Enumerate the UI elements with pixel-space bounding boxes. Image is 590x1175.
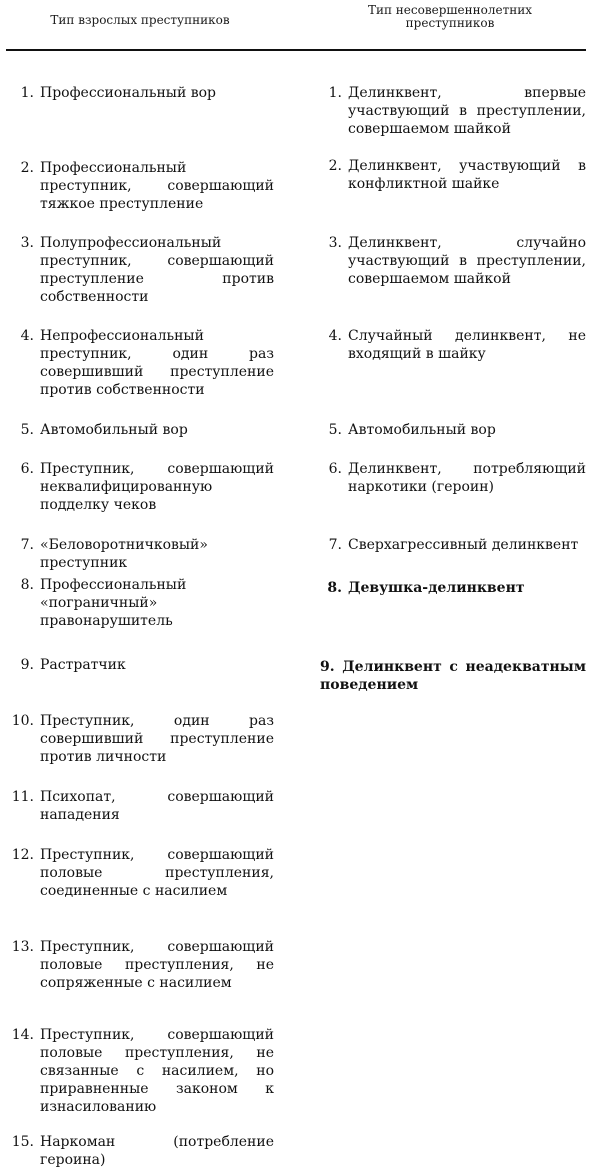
item-text: Преступник, совершающий половые преступления, не связанные с насилием, но приравненные законом к изнасилованию — [40, 1027, 274, 1115]
adult-item-13 — [6, 938, 274, 992]
juvenile-item-5 — [314, 421, 586, 439]
item-text: Преступник, совершающий неквалифицированную подделку чеков — [40, 461, 274, 513]
juvenile-item-1 — [314, 84, 586, 138]
header-divider — [6, 49, 586, 51]
item-text-wrap — [320, 658, 586, 694]
item-number: 1. — [20, 85, 34, 101]
juvenile-item-3 — [314, 234, 586, 288]
item-text: Делинквент, участвующий в конфликтной шайке — [348, 158, 586, 192]
item-text: Делинквент с неадекватным поведением — [320, 659, 586, 693]
juvenile-item-7 — [314, 536, 586, 554]
item-text: Непрофессиональный преступник, один раз совершивший преступление против собственности — [40, 328, 274, 398]
juvenile-item-9 — [320, 658, 586, 694]
item-number: 7. — [328, 537, 342, 553]
adult-item-4 — [6, 327, 274, 399]
item-text: Делинквент, потребляющий наркотики (героин) — [348, 461, 586, 495]
item-text: Делинквент, случайно участвующий в преступлении, совершаемом шайкой — [348, 235, 586, 287]
item-number: 5. — [20, 422, 34, 438]
item-number: 6. — [20, 461, 34, 477]
item-number: 2. — [20, 160, 34, 176]
item-number: 1. — [328, 85, 342, 101]
item-text: Преступник, совершающий половые преступления, соединенные с насилием — [40, 847, 274, 899]
item-text: Случайный делинквент, не входящий в шайку — [348, 328, 586, 362]
item-number: 9. — [320, 659, 335, 675]
item-text: Профессиональный преступник, совершающий тяжкое преступление — [40, 160, 274, 212]
item-text: Делинквент, впервые участвующий в преступлении, совершаемом шайкой — [348, 85, 586, 137]
item-text: Наркоман (потребление героина) — [40, 1134, 274, 1168]
item-number: 12. — [11, 847, 34, 863]
adult-item-2 — [6, 159, 274, 213]
adult-item-3 — [6, 234, 274, 306]
juvenile-item-6 — [314, 460, 586, 496]
juvenile-item-8 — [314, 579, 586, 597]
item-number: 7. — [20, 537, 34, 553]
adult-item-10 — [6, 712, 274, 766]
item-number: 8. — [327, 580, 342, 596]
juvenile-item-2 — [314, 157, 586, 193]
item-number: 13. — [11, 939, 34, 955]
item-text: Девушка-делинквент — [348, 580, 525, 596]
item-number: 10. — [11, 713, 34, 729]
item-number: 9. — [20, 657, 34, 673]
adult-item-14 — [6, 1026, 274, 1116]
item-number: 11. — [11, 789, 34, 805]
adult-item-1 — [6, 84, 274, 102]
adult-item-11 — [6, 788, 274, 824]
item-number: 2. — [328, 158, 342, 174]
item-number: 5. — [328, 422, 342, 438]
item-number: 3. — [328, 235, 342, 251]
item-text: Автомобильный вор — [348, 422, 496, 438]
item-number: 3. — [20, 235, 34, 251]
adult-item-5 — [6, 421, 274, 439]
item-text: Преступник, совершающий половые преступления, не сопряженные с насилием — [40, 939, 274, 991]
item-number: 4. — [20, 328, 34, 344]
adult-item-8 — [6, 576, 274, 630]
item-number: 14. — [11, 1027, 34, 1043]
item-text: Преступник, один раз совершивший преступление против личности — [40, 713, 274, 765]
item-number: 6. — [328, 461, 342, 477]
item-text: Психопат, совершающий нападения — [40, 789, 274, 823]
item-text: Профессиональный вор — [40, 85, 217, 101]
juvenile-item-4 — [314, 327, 586, 363]
item-number: 15. — [11, 1134, 34, 1150]
adult-item-9 — [6, 656, 274, 674]
column-header-juvenile: Тип несовершеннолетних преступников — [367, 3, 532, 30]
adult-item-6 — [6, 460, 274, 514]
adult-item-7 — [6, 536, 274, 572]
item-text: Полупрофессиональный преступник, совершающий преступление против собственности — [40, 235, 274, 305]
column-header-adult: Тип взрослых преступников — [50, 13, 230, 27]
adult-item-15 — [6, 1133, 274, 1169]
item-text: Сверхагрессивный делинквент — [348, 537, 579, 553]
item-number: 8. — [20, 577, 34, 593]
adult-item-12 — [6, 846, 274, 900]
item-number: 4. — [328, 328, 342, 344]
item-text: Растратчик — [40, 657, 126, 673]
item-text: Автомобильный вор — [40, 422, 188, 438]
item-text: Профессиональный «пограничный» правонарушитель — [40, 577, 187, 629]
item-text: «Беловоротничковый» преступник — [40, 537, 208, 571]
